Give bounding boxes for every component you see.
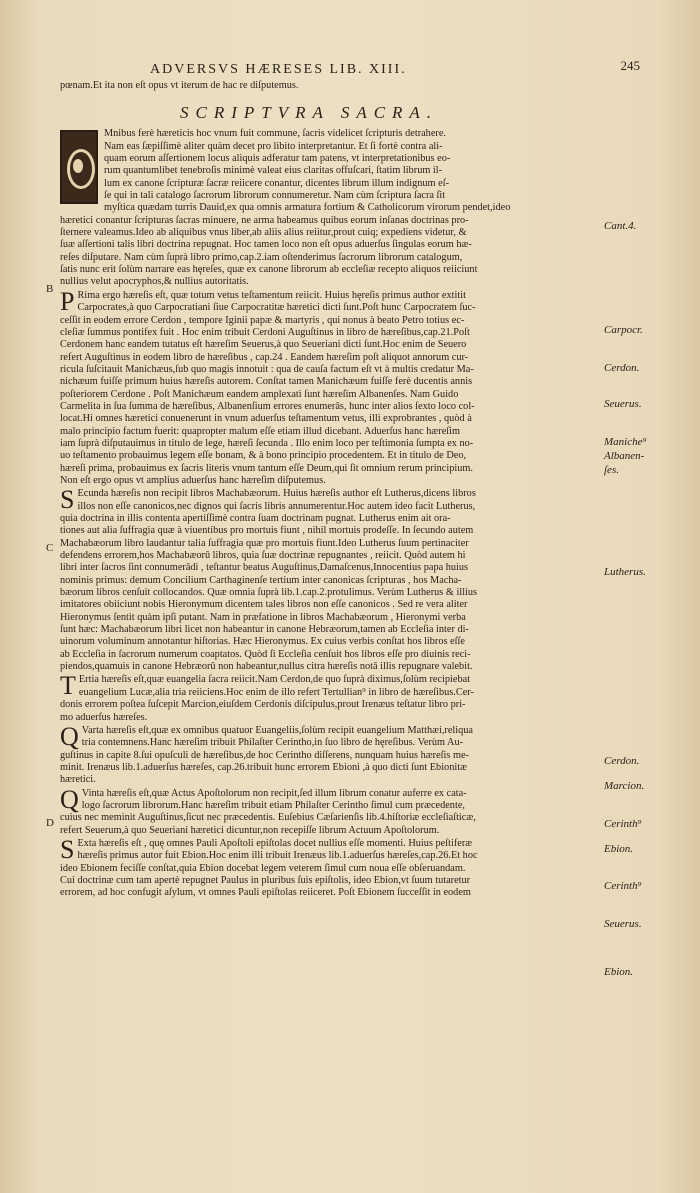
- text-line: logo ſacrorum librorum.Hanc hæreſim tribuit etiam Philaſter Cerintho ſimul cum præcedente,: [81, 799, 465, 811]
- text-line: Nam eas ſæpiſſimè aliter quàm decet pro libito interpretantur. Et ſi fortè contra ali-: [104, 140, 443, 152]
- text-line: errorem, ad hoc confugit aſylum, vt omnes Pauli epiſtolas reiiceret. Poſt Ebionem ſucceſſit in eodem: [60, 887, 471, 899]
- text-line: nullius velut apocryphos,& nullius autoritatis.: [60, 276, 249, 288]
- drop-cap-quinta: Q: [60, 787, 79, 814]
- margin-note-carpocr: Carpocr.: [604, 324, 643, 336]
- text-line: ſatis nunc erit ſolùm narrare eas hęreſes, quæ ex canone librorum ab eccleſiæ recepto aliquos reiiciunt: [60, 264, 478, 276]
- text-line: Cui doctrinæ cum tam apertè repugnet Paulus in pluribus ſuis epiſtolis, ideo Ebion,vt ſuum tutaretur: [60, 874, 471, 886]
- text-line: Mnibus ferè hæreticis hoc vnum fuit commune, ſacris videlicet ſcripturis detrahere.: [104, 128, 446, 140]
- text-line: guſtinus in capite 8.ſui opuſculi de hæreſibus,de hoc Cerintho diſſerens, nunquam huius hæreſis me-: [60, 749, 469, 761]
- margin-note-cerinth-2: Cerinth⁹: [604, 880, 642, 892]
- text-line: nichæum fuiſſe primum huius hæreſis autorem. Conſtat tamen Manichæum fuiſſe ferè ducentis annis: [60, 376, 473, 388]
- text-line: ab Eccleſia in ſacrorum numerum coaptatos. Quòd ſi Eccleſia cenſuit hos libros eſſe pro diuinis reci-: [60, 648, 471, 660]
- margin-note-manichei: Maniche⁹: [604, 436, 647, 448]
- text-line: poſteriorem Cerdone . Poſt Manichæum eandem amplexati ſunt hæreſim Albanenſes. Nam Guido: [60, 388, 459, 400]
- paragraph-tertia: [60, 674, 598, 723]
- section-title: SCRIPTVRA SACRA.: [180, 103, 439, 123]
- text-line: hæreſi prima, probauimus ex ſacris literis vnum tantum eſſe Deum,qui ſit omnium rerum principium.: [60, 462, 473, 474]
- text-line: Ertia hæreſis eſt,quæ euangelia ſacra reiicit.Nam Cerdon,de quo ſuprà diximus,ſolùm recipiebat: [78, 674, 471, 686]
- text-line: piendos,quamuis in canone Hebræorū non habeantur,nullus citra hæreſis notā illis repugnare valebit.: [60, 661, 473, 673]
- drop-cap-secunda: S: [60, 488, 75, 515]
- text-line: tiones aut alia ſuffragia quæ à viuentibus pro mortuis fiunt , nihil mortuis prodeſſe. In ſecundo autem: [60, 525, 474, 537]
- text-line: quam eorum aſſertionem locus aliquis adferatur tam patens, vt interpretationibus eo-: [104, 153, 451, 165]
- paragraph-prima: [60, 290, 598, 488]
- text-line: bæorum libros cenſuit collocandos. Quæ omnia ſuprà lib.1.cap.2.protulimus. Verùm Lutherus & illius: [60, 587, 478, 599]
- text-line: refert Seuerum,à quo Seueriani hæretici dicuntur,non recepiſſe librum Actuum Apoſtolorum.: [60, 824, 440, 836]
- margin-note-seuerus-2: Seuerus.: [604, 918, 642, 930]
- text-line: myſtica quædam turris Dauid,ex qua omnis armatura fortium & Catholicorum virorum pendet,ideo: [104, 202, 511, 214]
- text-line: Non eſt ergo opus vt amplius aduerſus hanc hæreſim diſputemus.: [60, 474, 326, 486]
- text-line: Carpocrates,à quo Carpocratiani ſiue Carpocratitæ hæretici dicti ſunt.Poſt hunc Carpocratem ſuc-: [77, 302, 476, 314]
- drop-cap-prima: P: [60, 289, 75, 316]
- text-line: Carmelita in ſua ſumma de hæreſibus, Albanenſium errores enumerās, hunc inter alios ſexto loco col-: [60, 400, 475, 412]
- margin-note-cerdon: Cerdon.: [604, 362, 640, 374]
- opening-line: pœnam.Et ita non eſt opus vt iterum de hac re diſputemus.: [60, 80, 299, 91]
- text-line: minit. Irenæus lib.1.aduerſus hæreſes, cap.26.tribuit hunc errorem Ebioni ,à quo dicti ſunt Ebionitæ: [60, 761, 467, 773]
- text-line: defendens errorem,hos Machabæorū libros, quia ſuæ doctrinæ repugnantes , reiicit. Quòd autem hi: [60, 550, 466, 562]
- text-line: tria contemnens.Hanc hæreſim tribuit Philaſter Cerintho,in ſuo libro de hęreſibus. Verùm Au-: [81, 737, 464, 749]
- margin-note-ebion: Ebion.: [604, 843, 634, 855]
- text-line: quia doctrina in illis contenta apertiſſimè contra ſuam doctrinam pugnat. Lutherus enim ait ora-: [60, 513, 451, 524]
- page-number: 245: [620, 58, 640, 73]
- section-letter-b: B: [46, 283, 54, 295]
- margin-note-marcion: Marcion.: [604, 780, 645, 792]
- text-line: iam ſuprà diſputauimus in titulo de lege, hæreſi ſecunda . Illo enim loco per teſtimonia ſumpta ex no-: [60, 437, 474, 449]
- margin-note-seuerus: Seuerus.: [604, 398, 642, 410]
- text-line: Ecunda hæreſis non recipit libros Machabæorum. Huius hæreſis author eſt Lutherus,dicens libros: [77, 488, 476, 500]
- text-line: Vinta hæreſis eſt,quæ Actus Apoſtolorum non recipit,ſed illum librum conatur auferre ex cata-: [81, 787, 467, 799]
- drop-cap-sexta: S: [60, 837, 75, 864]
- text-line: Rima ergo hæreſis eſt, quæ totum vetus teſtamentum reiicit. Huius hęreſis primus author extitit: [77, 289, 466, 301]
- text-line: Exta hæreſis eſt , quę omnes Pauli Apoſtoli epiſtolas docet nullius eſſe momenti. Huius peſtiferæ: [77, 837, 473, 849]
- text-block: [60, 80, 598, 901]
- drop-cap-tertia: T: [60, 674, 76, 701]
- text-line: ſe qui in tali catalogo ſacrorum librorum connumeretur. Nam cùm ſcriptura ſacra ſit: [104, 190, 446, 202]
- paragraph-quinta: [60, 788, 598, 837]
- paragraph-secunda: [60, 488, 598, 673]
- text-line: locat.Hi omnes hæretici conuenerunt in vnum aduerſus teſtamentum vetus, illi exprobrantes , quòd à: [60, 413, 472, 425]
- text-line: mo aduerſus hæreſes.: [60, 711, 148, 723]
- text-line: nominis primus: demum Concilium Carthaginenſe tertium inter canonicas ſcripturas , hos Macha-: [60, 574, 462, 586]
- text-line: Hieronymus ſentit quàm ipſi putant. Nam in præfatione in libros Machabæorum , Hieronymi verba: [60, 611, 466, 623]
- text-line: ſunt hæc: Machabæorum libri licet non habeantur in canone Hebræorum,tamen ab Eccleſia inter di-: [60, 624, 469, 636]
- text-line: ideo Ebionem feciſſe conſtat,quia Ebion docebat legem veterem ſimul cum noua eſſe obſeruandam.: [60, 862, 466, 874]
- margin-note-lutherus: Lutherus.: [604, 566, 646, 578]
- text-line: lum ex canone ſcripturæ ſacræ reiicere conantur, dicentes librum illum indignum eſ-: [104, 177, 449, 189]
- text-line: ceſſit in eodem errore Cerdon , tempore Iginii papæ & martyris , qui nonus à beato Petro totius ec-: [60, 314, 465, 326]
- text-line: euangelium Lucæ,alia tria reiiciens.Hoc enim de illo refert Tertullian⁹ in libro de hæreſibus.Cer-: [78, 686, 474, 698]
- text-line: malo principio factum fuerit: quapropter malum eſſe etiam illud dicebant. Aduerſus hanc hæreſim: [60, 425, 461, 437]
- text-line: donis errorem poſtea ſuſcepit Marcion,eiuſdem Cerdonis diſcipulus,prout Irenæus teſtatur libro pri-: [60, 699, 466, 711]
- ornamental-initial-o: [60, 130, 98, 204]
- text-line: hæreſis primus autor fuit Ebion.Hoc enim illi tribuit Irenæus lib.1.aduerſus hæreſes,cap.26.Et hoc: [77, 850, 478, 862]
- text-line: refert Auguſtinus in eodem libro de hæreſibus , cap.24 . Eandem hæreſim poſt aliquot annorum cur-: [60, 351, 469, 363]
- text-line: Cerdonem hanc eandem tutatus eſt hæreſim Seuerus,à quo Seueriani dicti ſunt.Hoc enim de Seuero: [60, 339, 467, 351]
- margin-note-albanen: Albanen-: [604, 450, 645, 462]
- margin-note-cerdon-2: Cerdon.: [604, 755, 640, 767]
- text-line: ſuæ aſſertioni talis libri doctrina repugnat. Hoc tamen loco non eſt opus aduerſus ſingulas eorum hæ-: [60, 239, 472, 251]
- paragraph-quarta: [60, 725, 598, 787]
- paragraph-intro: [60, 128, 598, 288]
- text-line: reſes diſputare. Nam cùm ſuprà libro primo,cap.2.iam oſtenderimus ſacrorum librorum catalogum,: [60, 251, 463, 263]
- text-line: uinorum voluminum annotantur hiſtorias. Hæc Hieronymus. Ex cuius verbis conſtat hos libros eſſe: [60, 636, 465, 648]
- running-head: ADVERSVS HÆRESES LIB. XIII.: [150, 62, 407, 77]
- text-line: rum quantumlibet tenebroſis minimè valeat eius claritas offuſcari, ſtatim librum il-: [104, 165, 443, 177]
- text-line: cleſiæ ſummus pontifex fuit . Hoc enim tribuit Cerdoni Auguſtinus in libro de hæreſibus,cap.21.Poſt: [60, 326, 470, 338]
- margin-note-ses: ſes.: [604, 464, 619, 476]
- margin-note-cerinth: Cerinth⁹: [604, 818, 642, 830]
- text-line: ſternere valeamus.Ideo ab aliquibus vnus liber,ab aliis alius reiitur,prout cuiq; expediens videtur, &: [60, 227, 467, 239]
- drop-cap-quarta: Q: [60, 724, 79, 751]
- text-line: cuius nec meminit Auguſtinus,ſicut nec præcedentis. Euſebius Cæſarienſis lib.4.hiſtoriæ eccleſiaſticæ,: [60, 812, 476, 824]
- text-line: illos non eſſe canonicos,nec dignos qui ſacris libris annumerentur.Hoc autem ideo facit Lutherus,: [77, 500, 476, 512]
- text-line: ricula ſuſcitauit Manichæus,ſub quo magis innotuit : qua de cauſa factum eſt vt à multis credatur Ma-: [60, 363, 474, 375]
- text-line: hæretici conantur ſcripturas ſacras minuere, ne arma habeamus quibus eorum inſanas doctrinas pro-: [60, 214, 469, 226]
- text-line: uo teſtamento probauimus legem eſſe bonam, & à bono principio procedentem. Et in titulo de Deo,: [60, 450, 467, 462]
- paragraph-sexta: [60, 838, 598, 900]
- text-line: libri inter ſacros ſint connumerādi , teſtantur beatus Auguſtinus,Damaſcenus,Innocentius papa huius: [60, 562, 469, 574]
- text-line: hæretici.: [60, 774, 96, 786]
- margin-note-ebion-2: Ebion.: [604, 966, 634, 978]
- section-letter-d: D: [46, 817, 54, 829]
- page-header: [60, 58, 640, 82]
- text-line: imitatores obiiciunt nobis Hieronymum dicentem tales libros non eſſe canonicos . Sed re vera aliter: [60, 599, 468, 611]
- text-line: Varta hæreſis eſt,quæ ex omnibus quatuor Euangeliis,ſolùm recipit euangelium Matthæi,reliqua: [81, 724, 473, 736]
- text-line: Machabæorum libro laudantur talia ſuffragia quæ pro mortuis fiunt.Ideo Lutherus ſuum pertinaciter: [60, 537, 469, 549]
- section-letter-c: C: [46, 542, 54, 554]
- margin-note-cant: Cant.4.: [604, 220, 637, 232]
